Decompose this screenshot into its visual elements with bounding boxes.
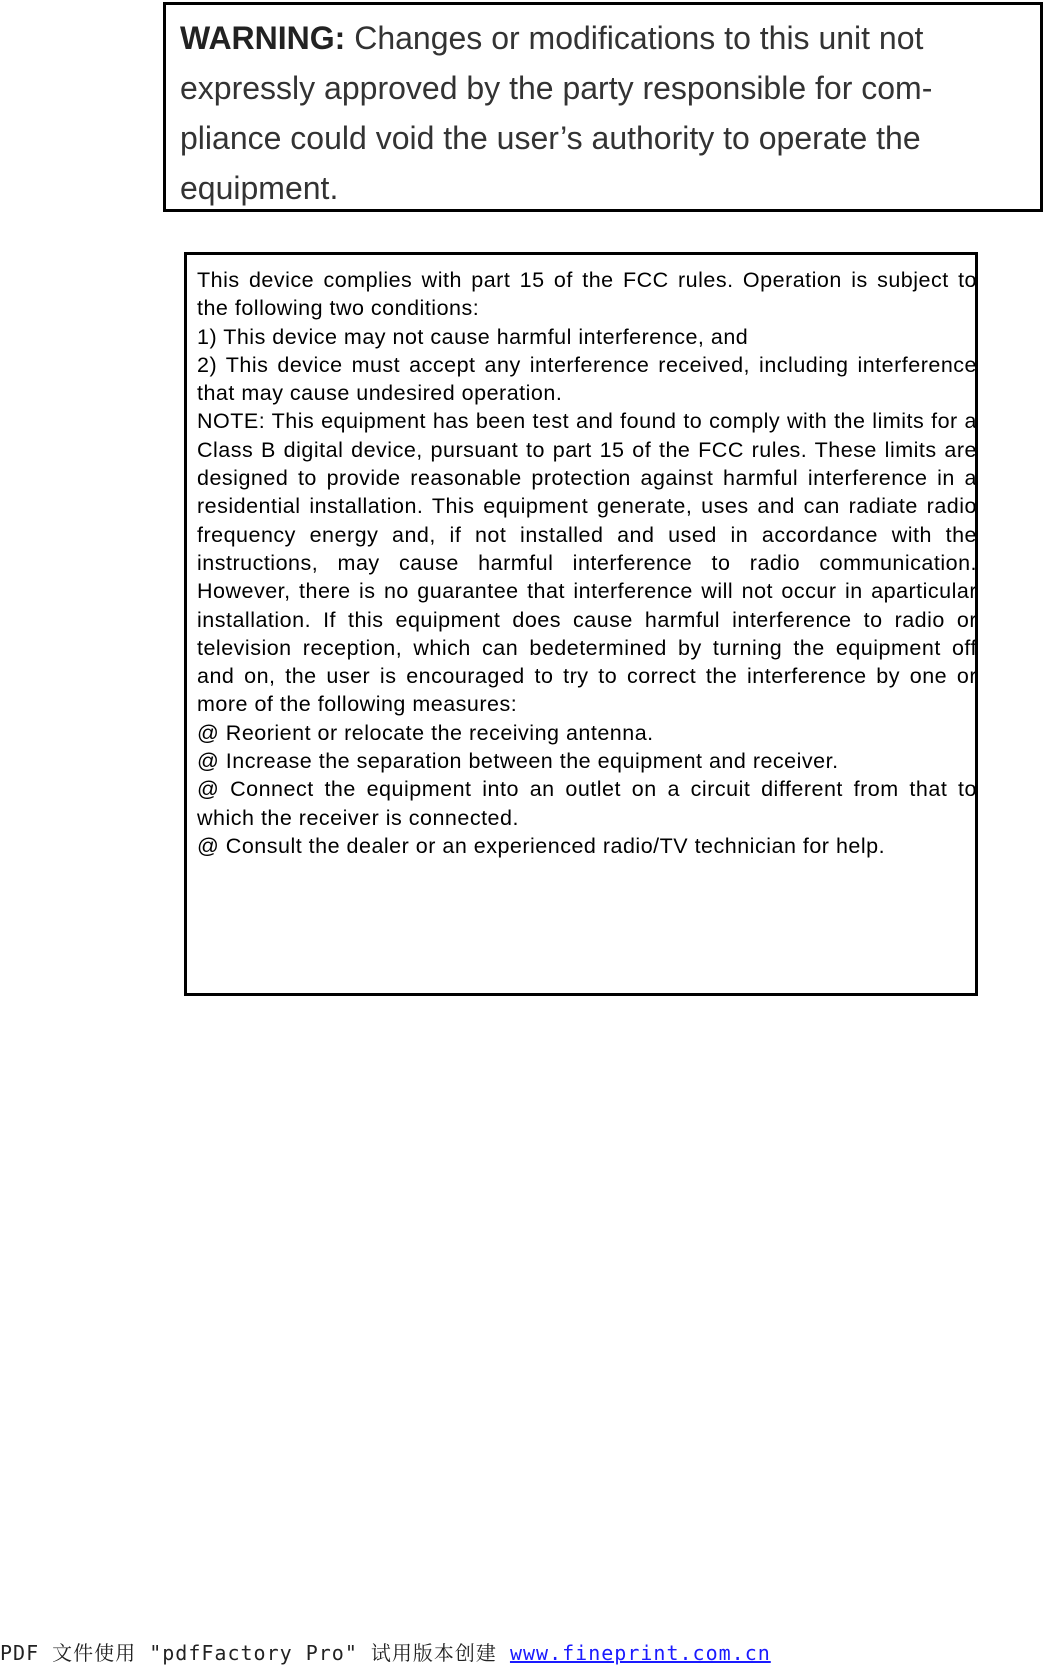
footer-link[interactable]: www.fineprint.com.cn [509,1641,771,1665]
fcc-measure-separation: @ Increase the separation between the equipment and receiver. [197,749,839,774]
fcc-measure-consult: @ Consult the dealer or an experienced radio/TV technician for help. [197,833,886,858]
fcc-intro-paragraph: This device complies with part 15 of the FCC rules. Operation is subject to the following two conditions: [197,268,977,321]
warning-text: Changes or modifications to this unit not expressly approved by the party responsible for com-pliance could void the user’s authority to operate the equipment. [180,20,933,206]
fcc-note-paragraph: NOTE: This equipment has been test and found to comply with the limits for a Class B digital device, pursuant to part 15 of the FCC rules. These limits are designed to provide reasonable protection against harmful interference in a residential installation. This equipment generate, uses and can radiate radio frequency energy and, if not installed and used in accordance with the instructions, may cause harmful interference to radio communication. However, there is no guarantee that interference will not occur in aparticular installation. If this equipment does cause harmful interference to radio or television reception, which can bedetermined by turning the equipment off and on, the user is encouraged to try to correct the interference by one or more of the following measures: [197,409,977,717]
pdf-footer [0,1641,771,1665]
footer-text: PDF 文件使用 "pdfFactory Pro" 试用版本创建 [0,1641,510,1665]
fcc-condition-2: 2) This device must accept any interference received, including interference that may cause undesired operation. [197,352,977,406]
fcc-compliance-box [184,252,978,996]
fcc-condition-1: 1) This device may not cause harmful interference, and [197,324,749,349]
fcc-measure-reorient: @ Reorient or relocate the receiving antenna. [197,720,654,745]
warning-label: WARNING: [180,20,346,56]
fcc-measure-outlet: @ Connect the equipment into an outlet on a circuit different from that to which the receiver is connected. [197,777,977,830]
warning-box [163,2,1043,212]
